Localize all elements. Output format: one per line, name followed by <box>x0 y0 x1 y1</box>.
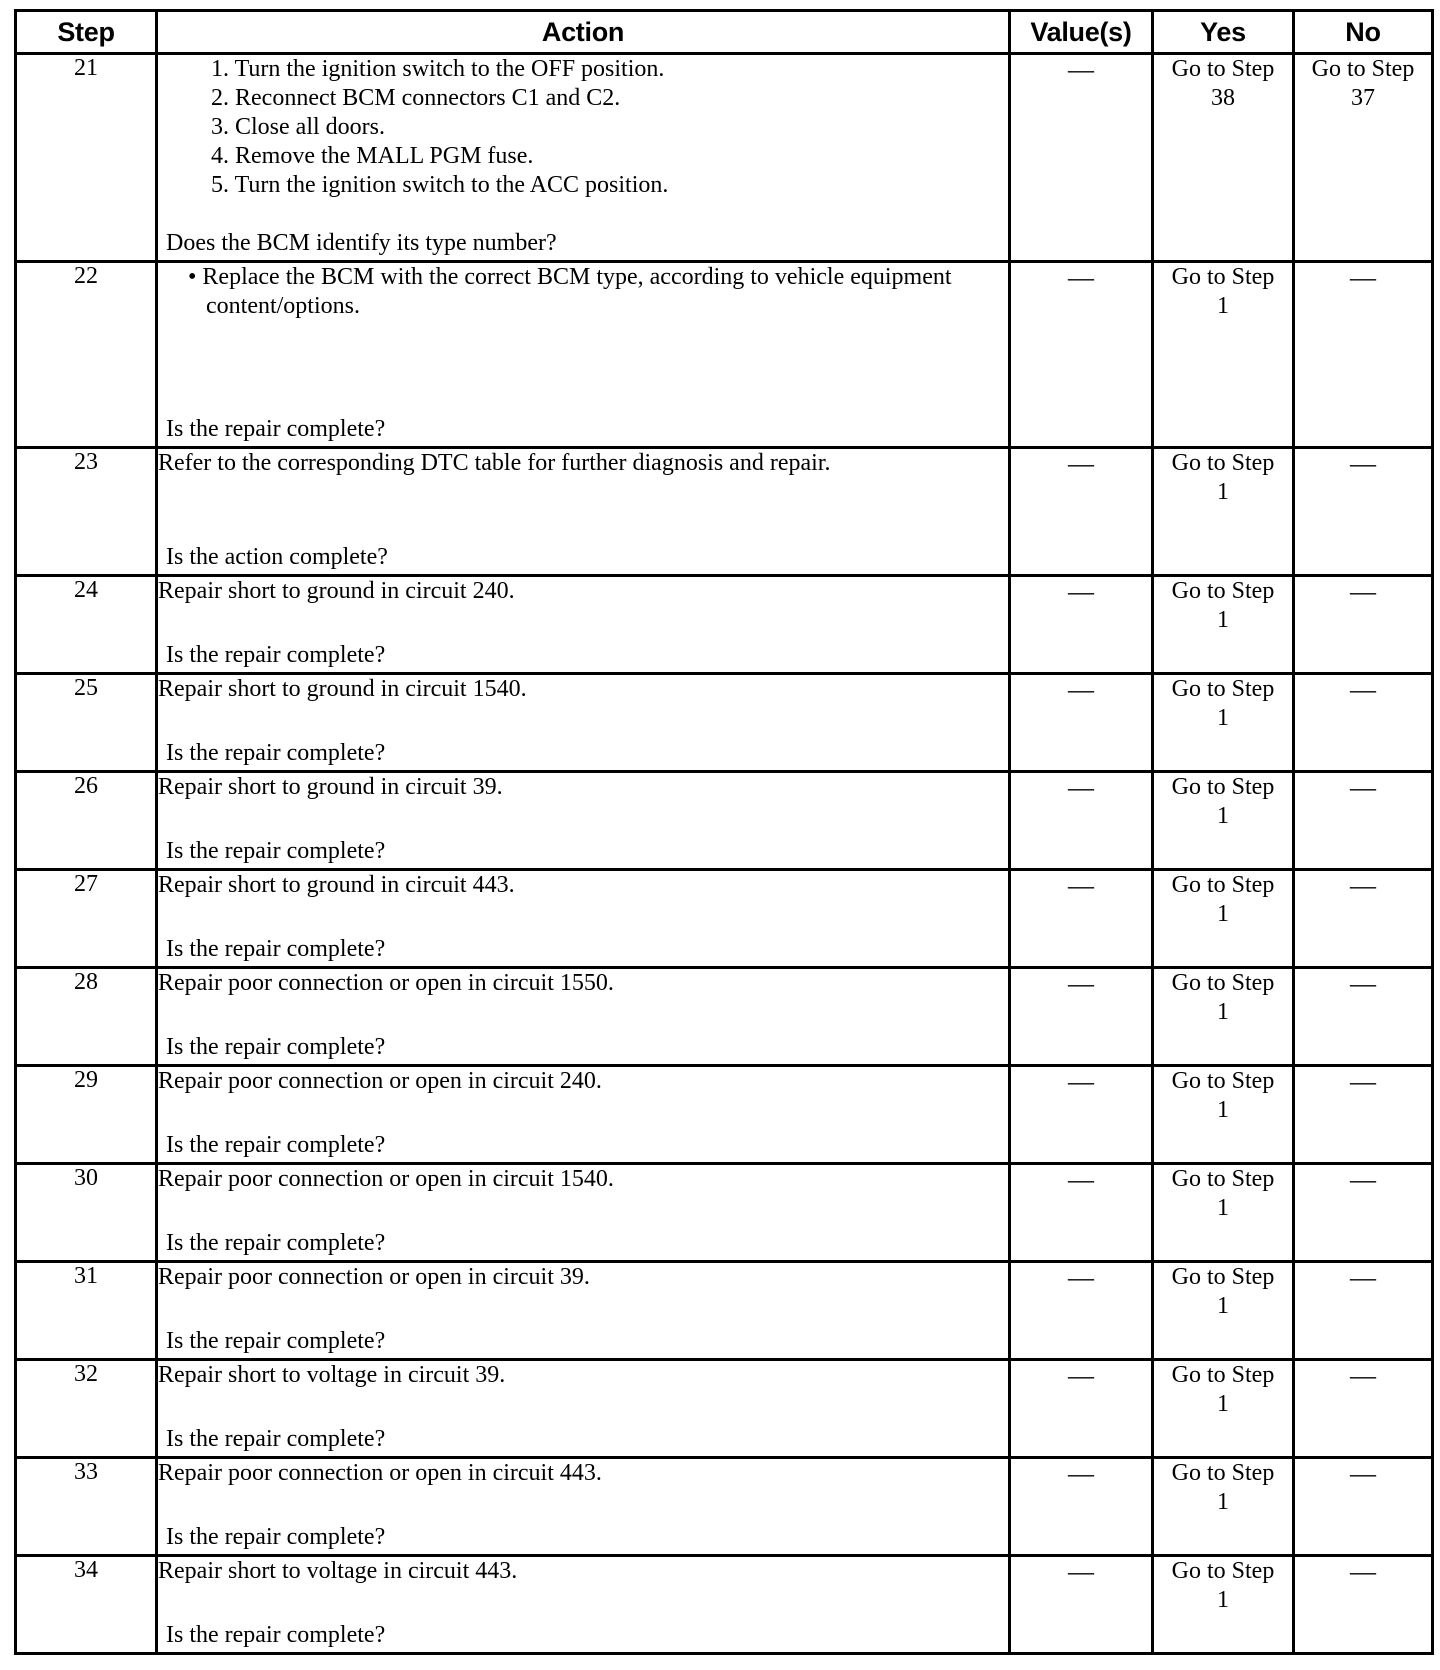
action-cell <box>157 870 1010 968</box>
header-action: Action <box>157 11 1010 54</box>
action-text: Repair short to ground in circuit 1540. <box>158 676 527 702</box>
action-cell <box>157 54 1010 262</box>
no-goto-label: Go to Step <box>1311 56 1415 82</box>
value-cell: — <box>1010 1458 1153 1556</box>
step-number: 30 <box>16 1164 157 1262</box>
yes-goto-label: Go to Step <box>1171 450 1275 476</box>
action-question: Is the repair complete? <box>166 642 386 668</box>
yes-goto-label: Go to Step <box>1171 1362 1275 1388</box>
action-text: Repair short to ground in circuit 240. <box>158 578 515 604</box>
yes-goto-label: Go to Step <box>1171 872 1275 898</box>
table-row <box>16 1262 1433 1360</box>
value-cell: — <box>1010 1164 1153 1262</box>
yes-cell <box>1153 870 1294 968</box>
action-text: Repair poor connection or open in circuit 1540. <box>158 1166 614 1192</box>
yes-cell <box>1153 448 1294 576</box>
no-cell: — <box>1294 448 1433 576</box>
yes-goto-step: 1 <box>1217 607 1229 633</box>
yes-cell <box>1153 968 1294 1066</box>
table-header-row <box>16 11 1433 54</box>
action-step: 3. Close all doors. <box>211 114 385 140</box>
value-cell: — <box>1010 1360 1153 1458</box>
action-text: Repair short to ground in circuit 39. <box>158 774 503 800</box>
yes-cell <box>1153 1556 1294 1654</box>
action-question: Is the action complete? <box>166 544 388 570</box>
yes-goto-step: 1 <box>1217 1587 1229 1613</box>
action-cell <box>157 1164 1010 1262</box>
action-cell <box>157 262 1010 448</box>
table-row <box>16 1556 1433 1654</box>
header-step: Step <box>16 11 157 54</box>
yes-goto-label: Go to Step <box>1171 56 1275 82</box>
yes-goto-label: Go to Step <box>1171 1264 1275 1290</box>
action-text: Repair poor connection or open in circuit 1550. <box>158 970 614 996</box>
step-number: 22 <box>16 262 157 448</box>
action-steps-list <box>158 55 1008 200</box>
action-cell <box>157 674 1010 772</box>
no-cell: — <box>1294 870 1433 968</box>
action-cell <box>157 1556 1010 1654</box>
yes-cell <box>1153 1262 1294 1360</box>
action-text: Repair short to voltage in circuit 443. <box>158 1558 518 1584</box>
header-no: No <box>1294 11 1433 54</box>
value-cell: — <box>1010 674 1153 772</box>
yes-goto-label: Go to Step <box>1171 264 1275 290</box>
step-number: 24 <box>16 576 157 674</box>
step-number: 28 <box>16 968 157 1066</box>
value-cell: — <box>1010 968 1153 1066</box>
value-cell: — <box>1010 772 1153 870</box>
action-question: Is the repair complete? <box>166 1524 386 1550</box>
value-cell: — <box>1010 1556 1153 1654</box>
header-values: Value(s) <box>1010 11 1153 54</box>
document-page <box>14 9 1431 1655</box>
action-cell <box>157 968 1010 1066</box>
action-bullet-item <box>158 263 1008 321</box>
table-row <box>16 1164 1433 1262</box>
yes-goto-label: Go to Step <box>1171 1166 1275 1192</box>
yes-cell <box>1153 1066 1294 1164</box>
yes-goto-label: Go to Step <box>1171 1460 1275 1486</box>
table-row <box>16 576 1433 674</box>
no-cell: — <box>1294 1458 1433 1556</box>
action-text: Repair poor connection or open in circuit 443. <box>158 1460 602 1486</box>
no-cell: — <box>1294 262 1433 448</box>
table-row <box>16 772 1433 870</box>
table-row <box>16 1360 1433 1458</box>
yes-cell <box>1153 262 1294 448</box>
table-row <box>16 870 1433 968</box>
value-cell: — <box>1010 1066 1153 1164</box>
action-text: Repair poor connection or open in circuit 39. <box>158 1264 590 1290</box>
action-text: Replace the BCM with the correct BCM type, according to vehicle equipment content/options. <box>202 264 952 319</box>
action-text: Repair poor connection or open in circuit 240. <box>158 1068 602 1094</box>
step-number: 29 <box>16 1066 157 1164</box>
action-cell <box>157 1458 1010 1556</box>
yes-goto-step: 1 <box>1217 1391 1229 1417</box>
action-text: Refer to the corresponding DTC table for further diagnosis and repair. <box>158 450 831 476</box>
no-cell: — <box>1294 772 1433 870</box>
yes-goto-step: 1 <box>1217 1489 1229 1515</box>
action-question: Is the repair complete? <box>166 1034 386 1060</box>
no-goto-step: 37 <box>1351 85 1375 111</box>
yes-cell <box>1153 576 1294 674</box>
no-cell: — <box>1294 1262 1433 1360</box>
no-cell: — <box>1294 1360 1433 1458</box>
yes-cell <box>1153 1360 1294 1458</box>
table-row <box>16 448 1433 576</box>
step-number: 21 <box>16 54 157 262</box>
yes-goto-label: Go to Step <box>1171 970 1275 996</box>
yes-goto-label: Go to Step <box>1171 676 1275 702</box>
yes-cell <box>1153 54 1294 262</box>
action-cell <box>157 1360 1010 1458</box>
yes-goto-step: 1 <box>1217 803 1229 829</box>
yes-goto-label: Go to Step <box>1171 1558 1275 1584</box>
action-question: Is the repair complete? <box>166 1328 386 1354</box>
yes-goto-step: 38 <box>1211 85 1235 111</box>
action-cell <box>157 448 1010 576</box>
yes-goto-step: 1 <box>1217 293 1229 319</box>
yes-goto-step: 1 <box>1217 901 1229 927</box>
no-cell: — <box>1294 576 1433 674</box>
diagnostic-table <box>14 9 1434 1655</box>
table-row <box>16 1458 1433 1556</box>
action-cell <box>157 1262 1010 1360</box>
yes-goto-step: 1 <box>1217 1097 1229 1123</box>
no-cell: — <box>1294 1164 1433 1262</box>
value-cell: — <box>1010 54 1153 262</box>
action-question: Is the repair complete? <box>166 1622 386 1648</box>
value-cell: — <box>1010 448 1153 576</box>
no-cell: — <box>1294 1556 1433 1654</box>
yes-goto-label: Go to Step <box>1171 578 1275 604</box>
step-number: 33 <box>16 1458 157 1556</box>
step-number: 23 <box>16 448 157 576</box>
action-step: 5. Turn the ignition switch to the ACC position. <box>211 172 669 198</box>
header-yes: Yes <box>1153 11 1294 54</box>
value-cell: — <box>1010 576 1153 674</box>
action-question: Is the repair complete? <box>166 1230 386 1256</box>
table-row <box>16 968 1433 1066</box>
value-cell: — <box>1010 1262 1153 1360</box>
yes-goto-step: 1 <box>1217 479 1229 505</box>
action-cell <box>157 772 1010 870</box>
step-number: 32 <box>16 1360 157 1458</box>
action-question: Is the repair complete? <box>166 416 386 442</box>
table-row <box>16 54 1433 262</box>
table-row <box>16 262 1433 448</box>
step-number: 27 <box>16 870 157 968</box>
action-text: Repair short to voltage in circuit 39. <box>158 1362 506 1388</box>
action-question: Is the repair complete? <box>166 1132 386 1158</box>
action-question: Is the repair complete? <box>166 1426 386 1452</box>
value-cell: — <box>1010 870 1153 968</box>
action-step: 1. Turn the ignition switch to the OFF position. <box>211 56 665 82</box>
step-number: 34 <box>16 1556 157 1654</box>
action-cell <box>157 576 1010 674</box>
no-cell <box>1294 54 1433 262</box>
yes-goto-step: 1 <box>1217 1195 1229 1221</box>
no-cell: — <box>1294 1066 1433 1164</box>
no-cell: — <box>1294 968 1433 1066</box>
table-row <box>16 1066 1433 1164</box>
bullet-icon: • <box>188 264 197 290</box>
yes-goto-label: Go to Step <box>1171 1068 1275 1094</box>
value-cell: — <box>1010 262 1153 448</box>
table-row <box>16 674 1433 772</box>
action-text: Repair short to ground in circuit 443. <box>158 872 515 898</box>
yes-cell <box>1153 674 1294 772</box>
action-question: Is the repair complete? <box>166 740 386 766</box>
yes-cell <box>1153 1458 1294 1556</box>
step-number: 25 <box>16 674 157 772</box>
yes-goto-label: Go to Step <box>1171 774 1275 800</box>
yes-cell <box>1153 1164 1294 1262</box>
action-step: 4. Remove the MALL PGM fuse. <box>211 143 534 169</box>
action-question: Does the BCM identify its type number? <box>166 230 557 256</box>
action-question: Is the repair complete? <box>166 838 386 864</box>
action-question: Is the repair complete? <box>166 936 386 962</box>
action-step: 2. Reconnect BCM connectors C1 and C2. <box>211 85 621 111</box>
action-cell <box>157 1066 1010 1164</box>
no-cell: — <box>1294 674 1433 772</box>
yes-goto-step: 1 <box>1217 999 1229 1025</box>
step-number: 26 <box>16 772 157 870</box>
yes-goto-step: 1 <box>1217 705 1229 731</box>
step-number: 31 <box>16 1262 157 1360</box>
yes-goto-step: 1 <box>1217 1293 1229 1319</box>
yes-cell <box>1153 772 1294 870</box>
